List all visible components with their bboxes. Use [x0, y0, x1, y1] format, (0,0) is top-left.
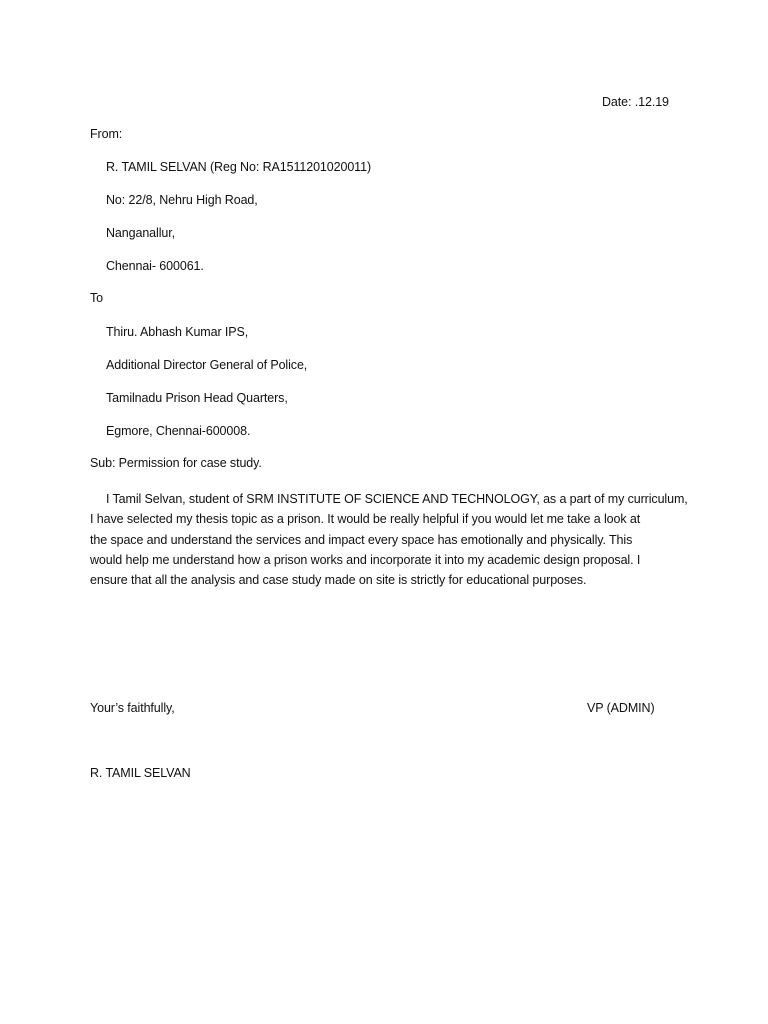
to-label: To — [90, 291, 104, 305]
vp-admin-label: VP (ADMIN) — [587, 701, 655, 715]
date-line: Date: .12.19 — [602, 95, 669, 109]
to-address-line: Tamilnadu Prison Head Quarters, — [106, 391, 288, 405]
closing-line: Your’s faithfully, — [90, 701, 175, 715]
body-line: ensure that all the analysis and case study made on site is strictly for educational purposes. — [90, 573, 587, 588]
to-address-line: Additional Director General of Police, — [106, 358, 308, 372]
signature-name: R. TAMIL SELVAN — [90, 766, 191, 780]
from-name-line: R. TAMIL SELVAN (Reg No: RA1511201020011) — [106, 160, 372, 174]
from-address-line: Nanganallur, — [106, 226, 175, 240]
body-line: the space and understand the services and impact every space has emotionally and physically. This — [90, 532, 633, 547]
to-address-line: Egmore, Chennai-600008. — [106, 424, 251, 438]
body-line: I have selected my thesis topic as a prison. It would be really helpful if you would let me take a look at — [90, 512, 641, 527]
to-name-line: Thiru. Abhash Kumar IPS, — [106, 325, 249, 339]
body-line: I Tamil Selvan, student of SRM INSTITUTE OF SCIENCE AND TECHNOLOGY, as a part of my curriculum, — [106, 492, 688, 506]
body-paragraph — [90, 489, 688, 590]
from-label: From: — [90, 127, 123, 141]
from-address-line: Chennai- 600061. — [106, 259, 204, 273]
subject-line: Sub: Permission for case study. — [90, 456, 262, 470]
body-line: would help me understand how a prison works and incorporate it into my academic design proposal. I — [90, 552, 641, 567]
from-address-line: No: 22/8, Nehru High Road, — [106, 193, 258, 207]
